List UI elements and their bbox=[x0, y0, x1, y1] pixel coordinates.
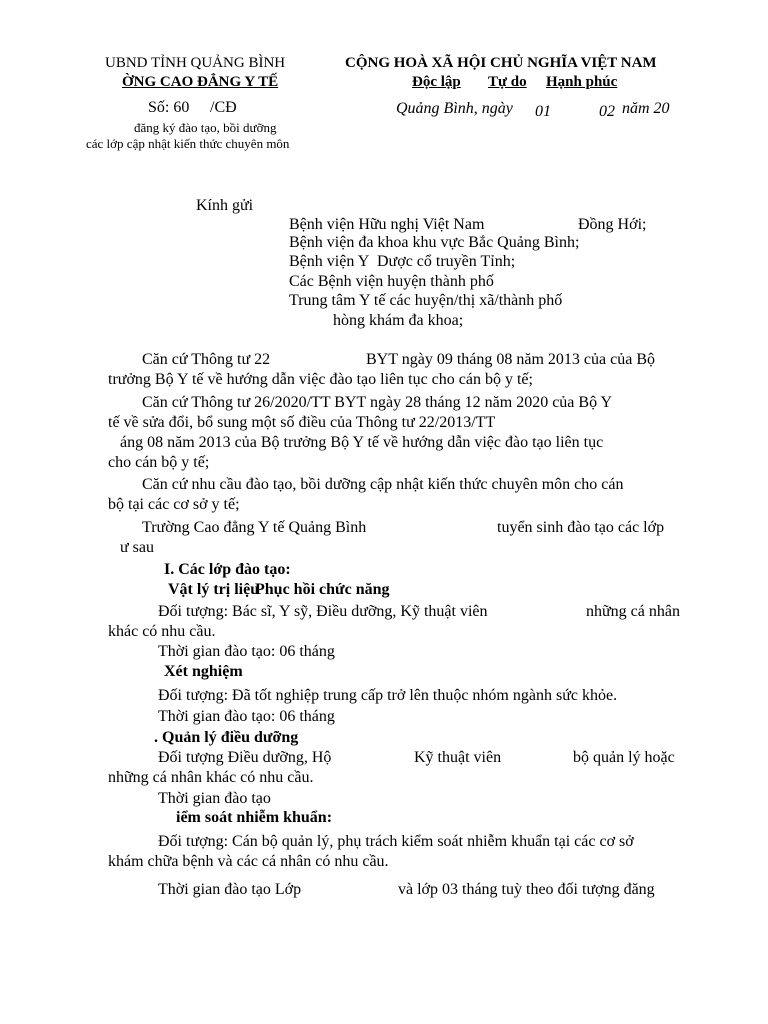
subject-line-2: các lớp cập nhật kiến thức chuyên môn bbox=[86, 136, 290, 151]
motto-freedom: Tự do bbox=[488, 74, 527, 90]
date-month: 02 bbox=[599, 103, 615, 120]
course-3-title: . Quản lý điều dưỡng bbox=[154, 729, 299, 746]
course-1-title: Vật lý trị liệu bbox=[168, 581, 260, 598]
issuer-authority: UBND TỈNH QUẢNG BÌNH bbox=[105, 55, 286, 71]
basis-2-line-4: cho cán bộ y tế; bbox=[108, 454, 210, 471]
recipient-4: Các Bệnh viện huyện thành phố bbox=[289, 273, 494, 290]
date-day: 01 bbox=[535, 103, 551, 120]
recipient-3: Bệnh viện Y bbox=[289, 253, 370, 270]
course-3-target: Đối tượng Điều dưỡng, Hộ bbox=[158, 749, 332, 766]
course-3-target-line-2: những cá nhân khác có nhu cầu. bbox=[108, 769, 314, 786]
recipient-2: Bệnh viện đa khoa khu vực Bắc Quảng Bình; bbox=[289, 234, 580, 251]
issuer-school: ỜNG CAO ĐẲNG Y TẾ bbox=[122, 74, 279, 90]
basis-2-line-2: tế về sửa đổi, bổ sung một số điều của Thông tư 22/2013/TT bbox=[108, 414, 496, 431]
motto-happiness: Hạnh phúc bbox=[546, 74, 618, 90]
announcement-cont: tuyển sinh đào tạo các lớp bbox=[497, 519, 665, 536]
course-2-target: Đối tượng: Đã tốt nghiệp trung cấp trở lên thuộc nhóm ngành sức khỏe. bbox=[158, 687, 618, 704]
announcement-line-2: ư sau bbox=[120, 539, 154, 556]
announcement-start: Trường Cao đẳng Y tế Quảng Bình bbox=[142, 519, 367, 536]
document-number: Số: 60 bbox=[148, 99, 190, 116]
basis-2-line-3: áng 08 năm 2013 của Bộ trưởng Bộ Y tế về hướng dẫn việc đào tạo liên tục bbox=[120, 434, 604, 451]
date-prefix: Quảng Bình, ngày bbox=[396, 100, 513, 117]
recipient-3-rest: Dược cổ truyền Tỉnh; bbox=[377, 253, 516, 270]
national-title: CỘNG HOÀ XÃ HỘI CHỦ NGHĨA VIỆT NAM bbox=[345, 55, 657, 71]
course-1-target-line-2: khác có nhu cầu. bbox=[108, 623, 216, 640]
course-2-duration: Thời gian đào tạo: 06 tháng bbox=[158, 708, 335, 725]
course-3-duration: Thời gian đào tạo bbox=[158, 790, 271, 807]
greeting: Kính gửi bbox=[196, 197, 254, 214]
basis-3-line-1: Căn cứ nhu cầu đào tạo, bồi dưỡng cập nhật kiến thức chuyên môn cho cán bbox=[142, 476, 624, 493]
motto-independence: Độc lập bbox=[412, 74, 461, 90]
course-2-title: Xét nghiệm bbox=[164, 663, 243, 680]
course-1-title-cont: Phục hồi chức năng bbox=[255, 581, 390, 598]
course-3-target-end: bộ quản lý hoặc bbox=[573, 749, 675, 766]
course-4-duration: Thời gian đào tạo Lớp bbox=[158, 881, 302, 898]
course-4-target: Đối tượng: Cán bộ quản lý, phụ trách kiểm soát nhiễm khuẩn tại các cơ sở bbox=[158, 833, 634, 850]
recipient-5: Trung tâm Y tế các huyện/thị xã/thành phố bbox=[289, 292, 563, 309]
course-4-duration-cont: và lớp 03 tháng tuỳ theo đối tượng đăng bbox=[398, 881, 655, 898]
section-title: I. Các lớp đào tạo: bbox=[164, 561, 291, 578]
date-year: năm 20 bbox=[622, 100, 670, 117]
document-number-suffix: /CĐ bbox=[210, 99, 237, 116]
recipient-1: Bệnh viện Hữu nghị Việt Nam bbox=[289, 216, 485, 233]
course-4-title: iểm soát nhiễm khuẩn: bbox=[176, 809, 333, 826]
basis-1-line-2: trưởng Bộ Y tế về hướng dẫn việc đào tạo liên tục cho cán bộ y tế; bbox=[108, 371, 533, 388]
basis-3-line-2: bộ tại các cơ sở y tế; bbox=[108, 496, 240, 513]
course-1-target-cont: những cá nhân bbox=[586, 603, 680, 620]
course-3-target-cont: Kỹ thuật viên bbox=[414, 749, 502, 766]
course-1-target: Đối tượng: Bác sĩ, Y sỹ, Điều dưỡng, Kỹ thuật viên bbox=[158, 603, 488, 620]
basis-2-line-1: Căn cứ Thông tư 26/2020/TT BYT ngày 28 tháng 12 năm 2020 của Bộ Y bbox=[142, 394, 613, 411]
course-1-duration: Thời gian đào tạo: 06 tháng bbox=[158, 643, 335, 660]
recipient-1-location: Đồng Hới; bbox=[578, 216, 647, 233]
recipient-6: hòng khám đa khoa; bbox=[333, 312, 464, 329]
subject-line-1: đăng ký đào tạo, bồi dưỡng bbox=[134, 120, 277, 135]
basis-1-cont: BYT ngày 09 tháng 08 năm 2013 của của Bộ bbox=[366, 351, 655, 368]
basis-1-start: Căn cứ Thông tư 22 bbox=[142, 351, 271, 368]
course-4-target-line-2: khám chữa bệnh và các cá nhân có nhu cầu. bbox=[108, 853, 389, 870]
